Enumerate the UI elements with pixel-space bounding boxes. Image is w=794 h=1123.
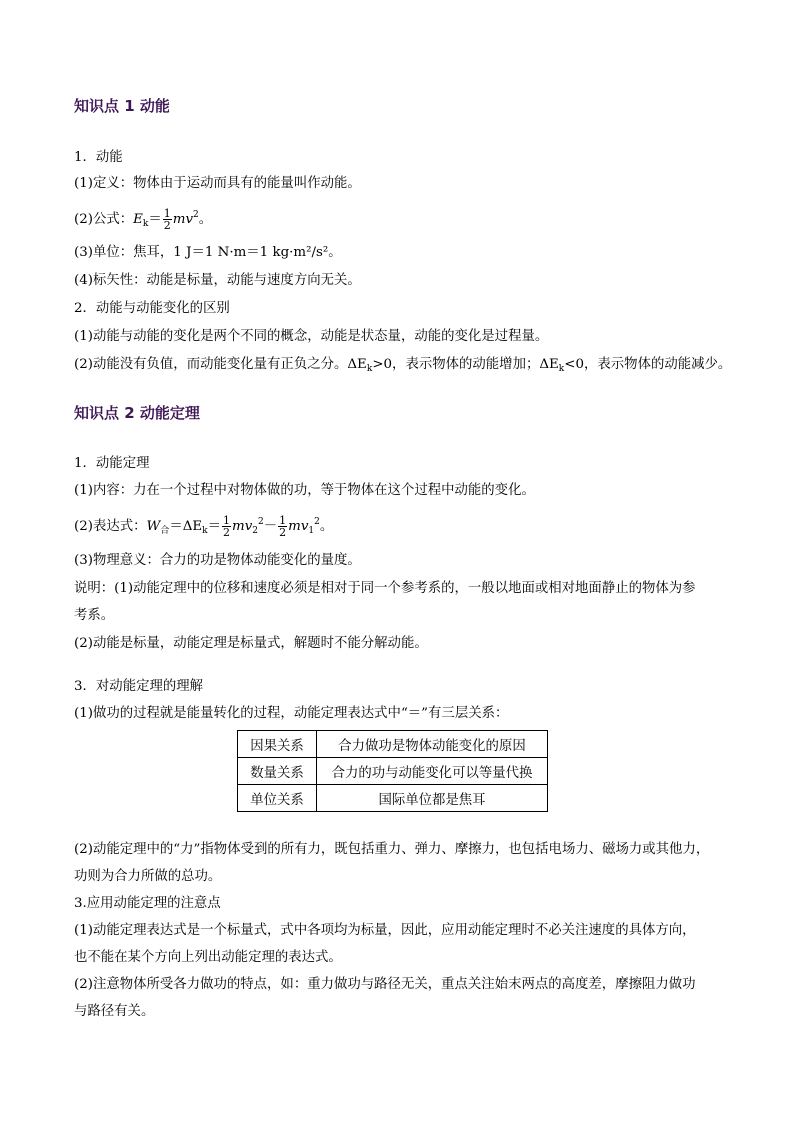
item-title-kinetic-energy: 1．动能 — [74, 150, 123, 165]
difference-text-1: (1)动能与动能的变化是两个不同的概念，动能是状态量，动能的变化是过程量。 — [74, 329, 549, 344]
difference-text-2: (2)动能没有负值，而动能变化量有正负之分。$\Delta E_k>0$，表示物体的动能增加；$\Delta E_k<0$，表示物体的动能减少。 — [74, 357, 732, 374]
item-title-theorem: 1．动能定理 — [74, 456, 150, 471]
item-title-notes: 3.应用动能定理的注意点 — [74, 896, 221, 911]
understanding-text-1: (1)做功的过程就是能量转化的过程，动能定理表达式中“＝”有三层关系： — [74, 706, 509, 721]
notes-text-2: (2)注意物体所受各力做功的特点，如：重力做功与路径无关，重点关注始末两点的高度差，摩擦阻力做功 — [74, 977, 696, 992]
formula-line — [74, 206, 212, 233]
meaning-text: (3)物理意义：合力的功是物体动能变化的量度。 — [74, 553, 361, 568]
relation-table — [237, 730, 548, 812]
expression-fraction-2: $\frac{1}{2}$ — [279, 514, 287, 539]
notes-text-1-cont: 也不能在某个方向上列出动能定理的表达式。 — [74, 950, 342, 965]
expression-fraction-1: $\frac{1}{2}$ — [223, 514, 231, 539]
table-key: 因果关系 — [238, 731, 317, 758]
formula-equals: ＝ — [148, 212, 162, 227]
note-text-2: (2)动能是标量，动能定理是标量式，解题时不能分解动能。 — [74, 636, 428, 651]
notes-text-1: (1)动能定理表达式是一个标量式，式中各项均为标量，因此，应用动能定理时不必关注速度的具体方向， — [74, 923, 696, 938]
table-value: 合力做功是物体动能变化的原因 — [317, 731, 548, 758]
understanding-text-2: (2)动能定理中的“力”指物体受到的所有力，既包括重力、弹力、摩擦力，也包括电场力、磁场力或其他力， — [74, 842, 710, 857]
formula-mv: mv — [172, 212, 194, 227]
expression-line: (2)表达式：$W_合=\Delta E_k=$ $\frac{1}{2}$ $mv_2^2-$ $\frac{1}{2}$ $mv_1^2$。 — [74, 514, 334, 539]
formula-fraction: $\frac{1}{2}$ — [163, 207, 171, 232]
table-key: 单位关系 — [238, 785, 317, 812]
table-value: 国际单位都是焦耳 — [317, 785, 548, 812]
scalar-text: (4)标矢性：动能是标量，动能与速度方向无关。 — [74, 273, 361, 288]
definition-text: (1)定义：物体由于运动而具有的能量叫作动能。 — [74, 176, 361, 191]
table-value: 合力的功与动能变化可以等量代换 — [317, 758, 548, 785]
item-title-difference: 2．动能与动能变化的区别 — [74, 301, 230, 316]
table-row — [238, 758, 548, 785]
note-text-1: 说明：(1)动能定理中的位移和速度必须是相对于同一个参考系的，一般以地面或相对地面静止的物体为参 — [74, 581, 696, 596]
table-row — [238, 731, 548, 758]
formula-exponent: 2 — [193, 210, 199, 220]
expression-w: W — [146, 519, 161, 534]
formula-end: 。 — [198, 212, 213, 227]
section-heading-kinetic-energy: 知识点 1 动能 — [74, 97, 170, 115]
table-key: 数量关系 — [238, 758, 317, 785]
formula-symbol-e: E — [133, 212, 143, 227]
formula-label: (2)公式： — [74, 212, 134, 227]
note-text-1-cont: 考系。 — [74, 608, 115, 623]
table-row — [238, 785, 548, 812]
item-title-understanding: 3．对动能定理的理解 — [74, 679, 204, 694]
unit-text: (3)单位：焦耳，1 J＝1 N·m＝1 kg·m²/s²。 — [74, 245, 342, 260]
section-heading-work-energy-theorem: 知识点 2 动能定理 — [74, 404, 200, 422]
content-text: (1)内容：力在一个过程中对物体做的功，等于物体在这个过程中动能的变化。 — [74, 483, 535, 498]
expression-label: (2)表达式： — [74, 519, 147, 534]
notes-text-2-cont: 与路径有关。 — [74, 1004, 155, 1019]
formula-subscript: k — [142, 219, 149, 229]
understanding-text-2-cont: 功则为合力所做的总功。 — [74, 869, 222, 884]
